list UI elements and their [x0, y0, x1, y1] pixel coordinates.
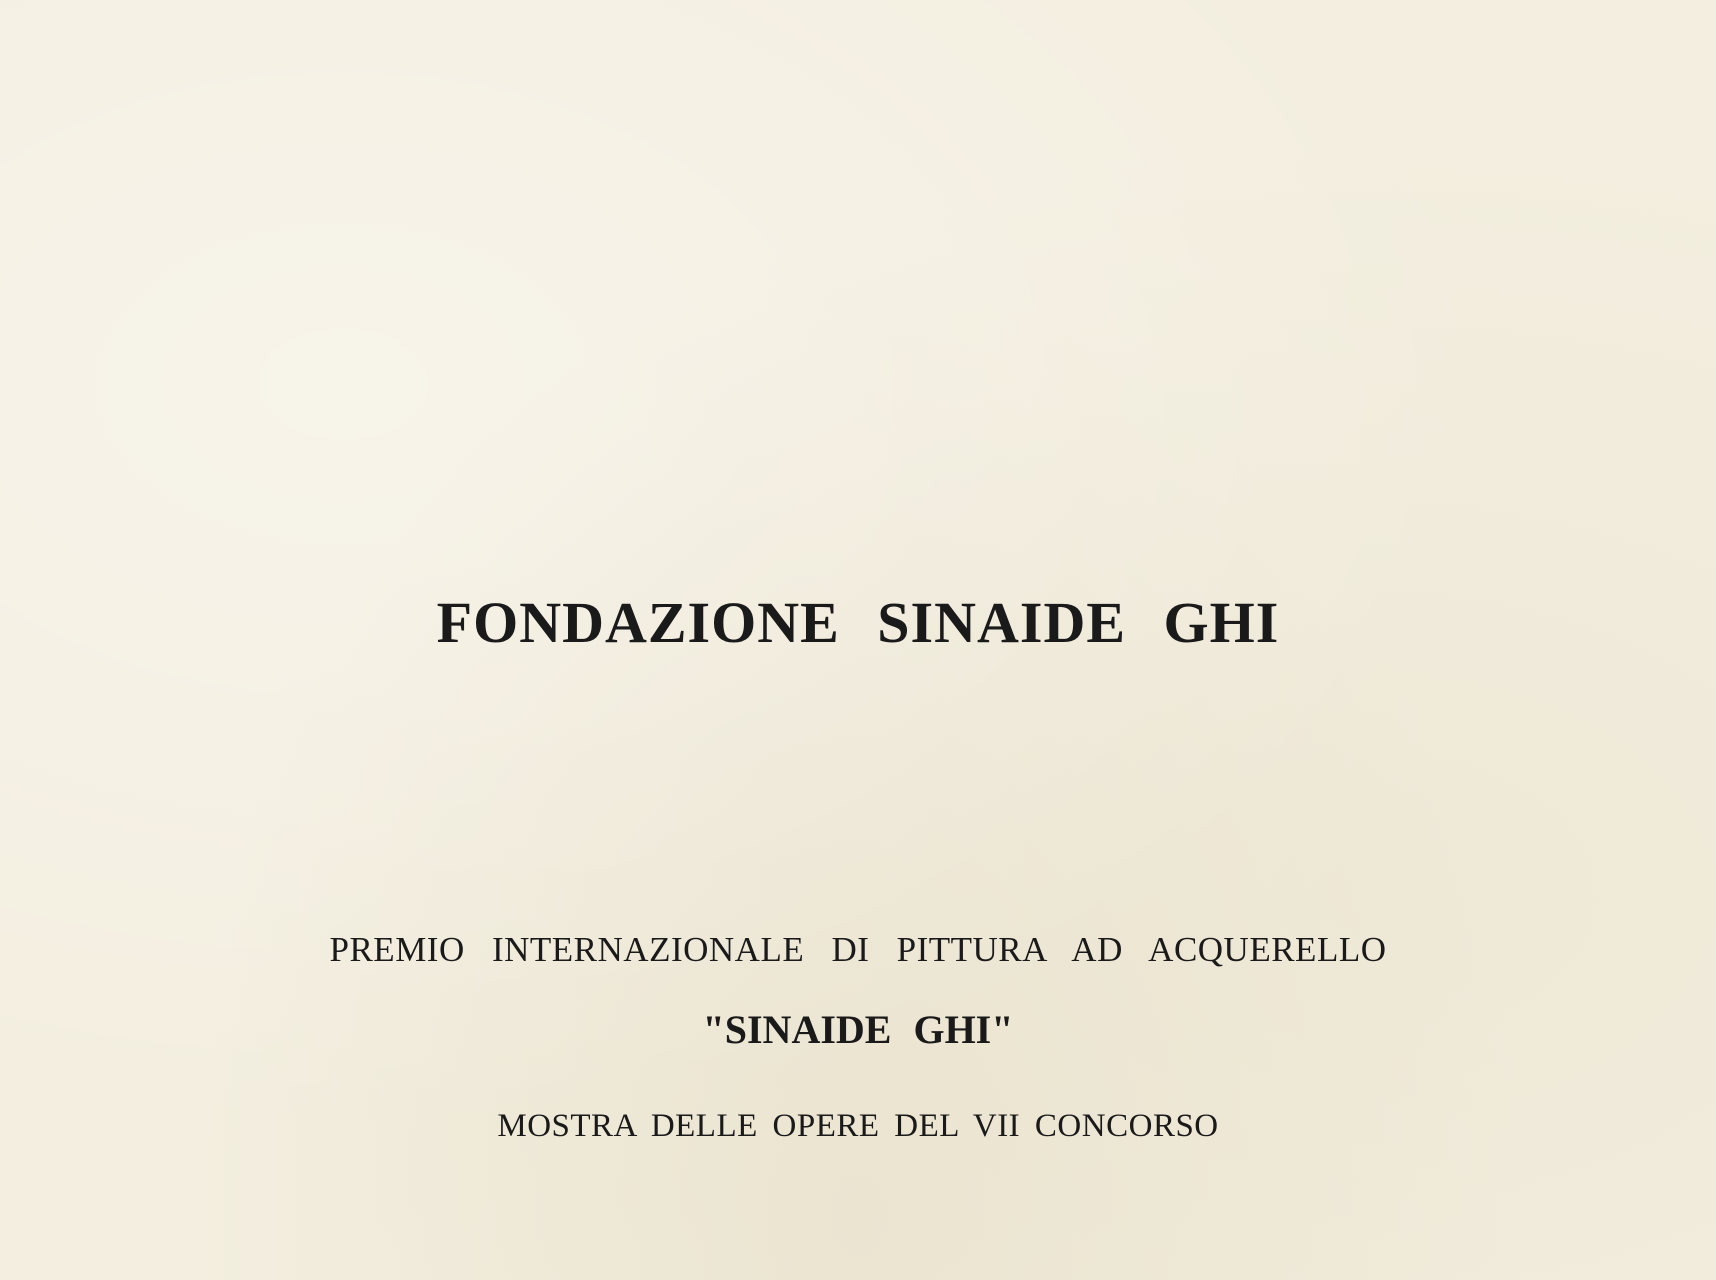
prize-description: PREMIO INTERNAZIONALE DI PITTURA AD ACQUERELLO: [329, 930, 1387, 969]
foundation-title: FONDAZIONE SINAIDE GHI: [436, 590, 1280, 655]
exhibition-description: MOSTRA DELLE OPERE DEL VII CONCORSO: [497, 1108, 1219, 1144]
prize-name: "SINAIDE GHI": [702, 1007, 1014, 1052]
